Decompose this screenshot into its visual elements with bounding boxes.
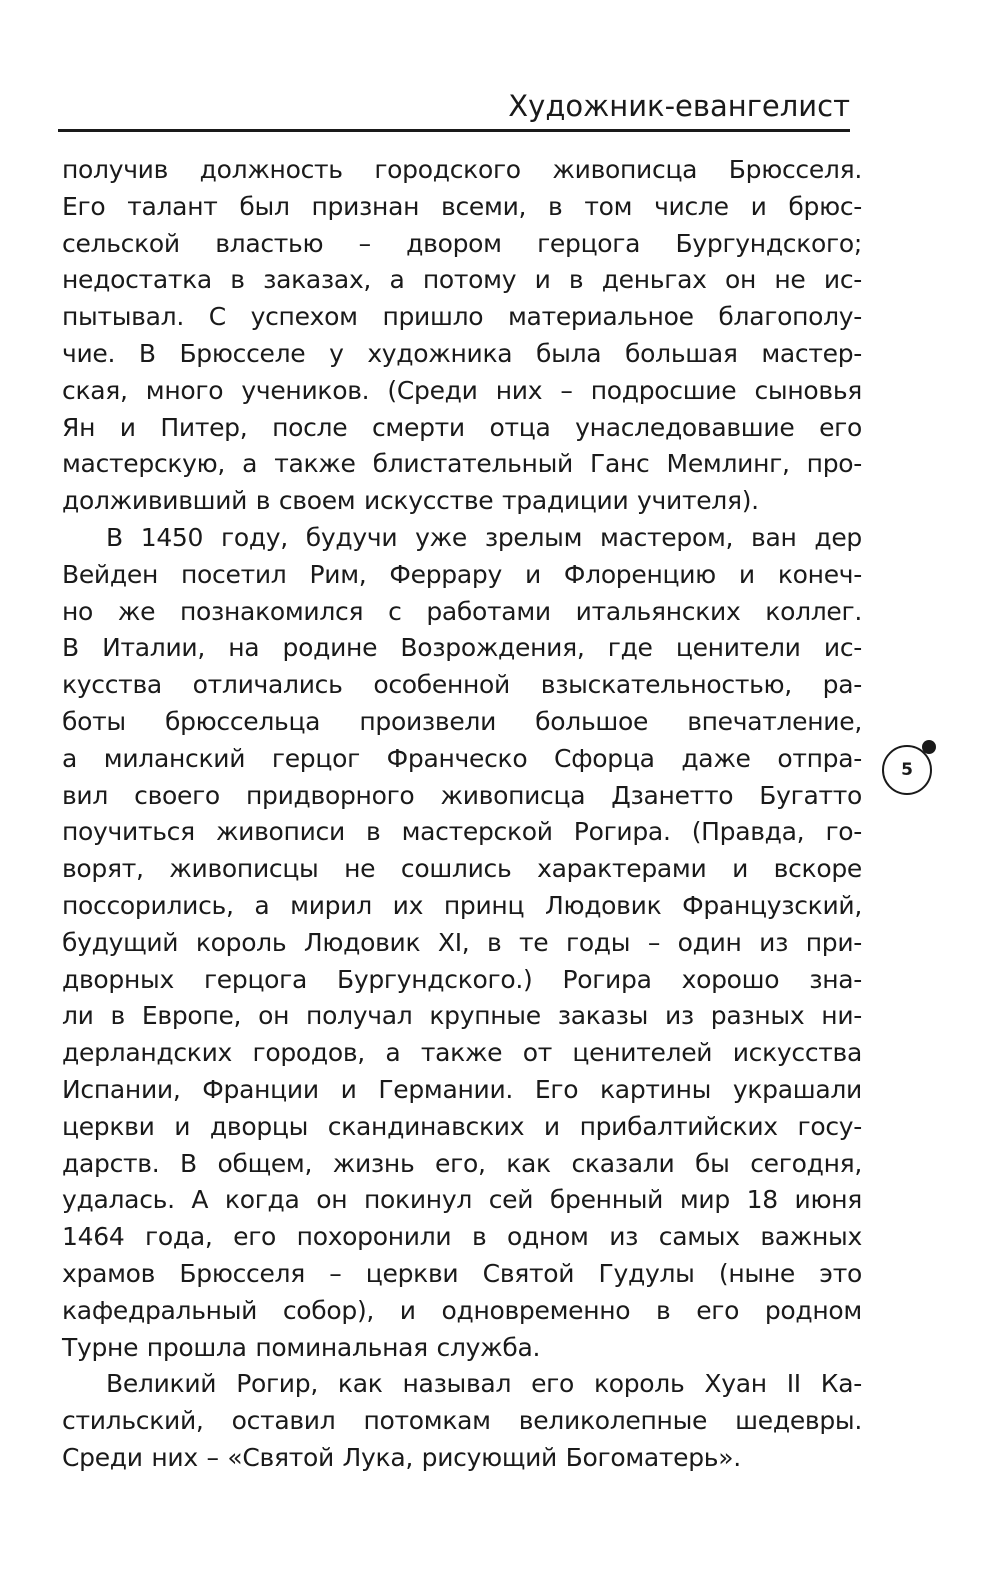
text-line: недостатка в заказах, а потому и в деньгах он не ис- (62, 265, 862, 295)
badge-dot-icon (922, 740, 936, 754)
text-line: дарств. В общем, жизнь его, как сказали бы сегодня, (62, 1148, 862, 1178)
text-line: чие. В Брюсселе у художника была большая мастер- (62, 338, 862, 368)
paragraph (62, 152, 862, 520)
text-line: дерландских городов, а также от ценителей искусства (62, 1038, 862, 1068)
body-text (62, 152, 862, 1477)
text-line: а миланский герцог Франческо Сфорца даже отпра- (62, 743, 862, 773)
header-rule (58, 129, 850, 132)
text-line: Ян и Питер, после смерти отца унаследовавшие его (62, 412, 862, 442)
text-line: будущий король Людовик XI, в те годы – один из при- (62, 927, 862, 957)
page-number-badge (882, 745, 932, 795)
text-line: Вейден посетил Рим, Феррару и Флоренцию и конеч- (62, 559, 862, 589)
text-line: ли в Европе, он получал крупные заказы из разных ни- (62, 1001, 862, 1031)
page-number: 5 (901, 760, 913, 780)
text-line: удалась. А когда он покинул сей бренный мир 18 июня (62, 1185, 862, 1215)
text-line: Среди них – «Святой Лука, рисующий Богоматерь». (62, 1442, 741, 1472)
text-line: кусства отличались особенной взыскательностью, ра- (62, 670, 862, 700)
text-line: храмов Брюсселя – церкви Святой Гудулы (ныне это (62, 1258, 862, 1288)
text-line: Турне прошла поминальная служба. (62, 1332, 541, 1362)
text-line: пытывал. С успехом пришло материальное благополу- (62, 302, 862, 332)
text-line: Испании, Франции и Германии. Его картины украшали (62, 1074, 862, 1104)
text-line: стильский, оставил потомкам великолепные шедевры. (62, 1406, 862, 1436)
text-line: 1464 года, его похоронили в одном из самых важных (62, 1222, 862, 1252)
text-line: вил своего придворного живописца Дзанетто Бугатто (62, 780, 862, 810)
text-line: церкви и дворцы скандинавских и прибалтийских госу- (62, 1111, 862, 1141)
text-line: ская, много учеников. (Среди них – подросшие сыновья (62, 375, 862, 405)
text-line: сельской властью – двором герцога Бургундского; (62, 228, 862, 258)
text-line: кафедральный собор), и одновременно в его родном (62, 1295, 862, 1325)
paragraph (62, 1366, 862, 1476)
text-line: В 1450 году, будучи уже зрелым мастером, ван дер (106, 522, 862, 552)
paragraph (62, 520, 862, 1366)
text-line: дворных герцога Бургундского.) Рогира хорошо зна- (62, 964, 862, 994)
text-line: поучиться живописи в мастерской Рогира. (Правда, го- (62, 817, 862, 847)
text-line: Великий Рогир, как называл его король Хуан II Ка- (106, 1369, 862, 1399)
text-line: должививший в своем искусстве традиции учителя). (62, 486, 759, 516)
running-head: Художник-евангелист (508, 89, 850, 123)
text-line: поссорились, а мирил их принц Людовик Французский, (62, 890, 862, 920)
text-line: ворят, живописцы не сошлись характерами и вскоре (62, 854, 862, 884)
text-line: но же познакомился с работами итальянских коллег. (62, 596, 862, 626)
text-line: получив должность городского живописца Брюсселя. (62, 155, 862, 184)
text-line: Его талант был признан всеми, в том числе и брюс- (62, 191, 862, 221)
text-line: В Италии, на родине Возрождения, где ценители ис- (62, 633, 862, 663)
text-line: боты брюссельца произвели большое впечатление, (62, 706, 862, 736)
text-line: мастерскую, а также блистательный Ганс Мемлинг, про- (62, 449, 862, 479)
